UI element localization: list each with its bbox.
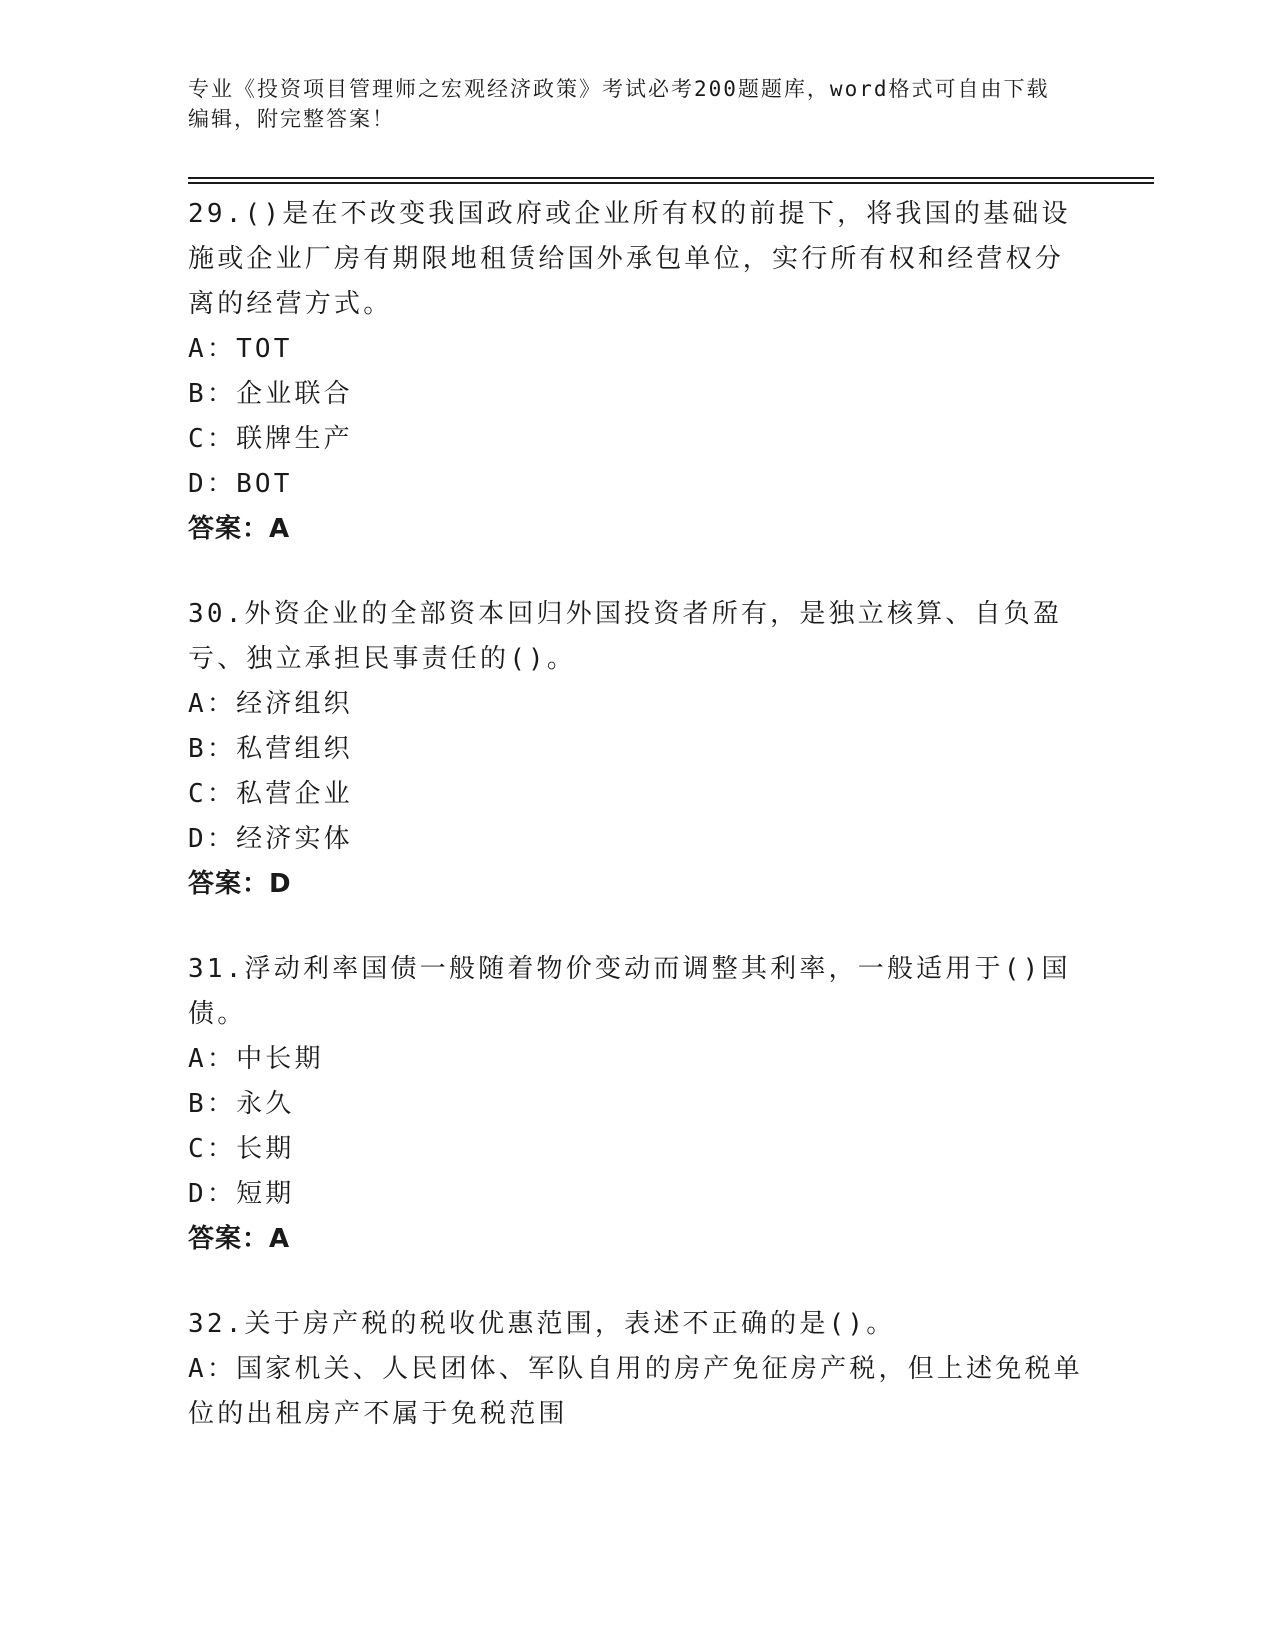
- option-b: [188, 1082, 1088, 1127]
- answer-line: 答案：D: [188, 869, 292, 899]
- header-divider-bottom: [188, 182, 1154, 184]
- answer-line: 答案：A: [188, 514, 291, 544]
- option-letter: B：: [188, 1089, 237, 1119]
- question-30: [188, 592, 1088, 907]
- option-text: 长期: [236, 1134, 295, 1164]
- answer-line: 答案：A: [188, 1224, 291, 1254]
- option-text: 国家机关、人民团体、军队自用的房产免征房产税，但上述免税单位的出租房产不属于免税范围: [188, 1354, 1083, 1429]
- option-text: 经济组织: [236, 689, 353, 719]
- option-letter: A：: [188, 334, 237, 364]
- question-31: [188, 947, 1088, 1262]
- option-a: [188, 1347, 1088, 1437]
- header-divider-top: [188, 177, 1154, 179]
- option-a: [188, 1037, 1088, 1082]
- option-a: [188, 327, 1088, 372]
- option-d: [188, 1172, 1088, 1217]
- option-text: 企业联合: [236, 379, 353, 409]
- question-text: 31.浮动利率国债一般随着物价变动而调整其利率，一般适用于()国债。: [188, 954, 1071, 1029]
- option-text: TOT: [236, 334, 293, 364]
- question-text: 29.()是在不改变我国政府或企业所有权的前提下，将我国的基础设施或企业厂房有期限地租赁给国外承包单位，实行所有权和经营权分离的经营方式。: [188, 199, 1071, 319]
- document-header: [188, 74, 1068, 134]
- option-a: [188, 682, 1088, 727]
- option-text: 私营组织: [236, 734, 353, 764]
- option-c: [188, 772, 1088, 817]
- option-text: 中长期: [236, 1044, 324, 1074]
- option-letter: D：: [188, 1179, 237, 1209]
- option-text: 联牌生产: [236, 424, 353, 454]
- option-text: 经济实体: [236, 824, 353, 854]
- option-letter: A：: [188, 689, 237, 719]
- option-letter: B：: [188, 734, 237, 764]
- question-text: 32.关于房产税的税收优惠范围，表述不正确的是()。: [188, 1309, 896, 1339]
- option-letter: A：: [188, 1044, 237, 1074]
- option-c: [188, 417, 1088, 462]
- question-32: [188, 1302, 1088, 1437]
- option-b: [188, 372, 1088, 417]
- option-letter: C：: [188, 779, 237, 809]
- option-text: 短期: [236, 1179, 295, 1209]
- option-letter: B：: [188, 379, 237, 409]
- option-d: [188, 462, 1088, 507]
- option-letter: C：: [188, 424, 237, 454]
- option-letter: C：: [188, 1134, 237, 1164]
- question-list: [188, 192, 1088, 1477]
- option-text: 永久: [236, 1089, 295, 1119]
- option-text: BOT: [236, 469, 293, 499]
- option-b: [188, 727, 1088, 772]
- option-c: [188, 1127, 1088, 1172]
- option-text: 私营企业: [236, 779, 353, 809]
- option-d: [188, 817, 1088, 862]
- question-29: [188, 192, 1088, 552]
- header-intro-text: 专业《投资项目管理师之宏观经济政策》考试必考200题题库，word格式可自由下载编辑，附完整答案！: [188, 77, 1050, 131]
- question-text: 30.外资企业的全部资本回归外国投资者所有，是独立核算、自负盈亏、独立承担民事责任的()。: [188, 599, 1063, 674]
- option-letter: A：: [188, 1354, 237, 1384]
- option-letter: D：: [188, 824, 237, 854]
- option-letter: D：: [188, 469, 237, 499]
